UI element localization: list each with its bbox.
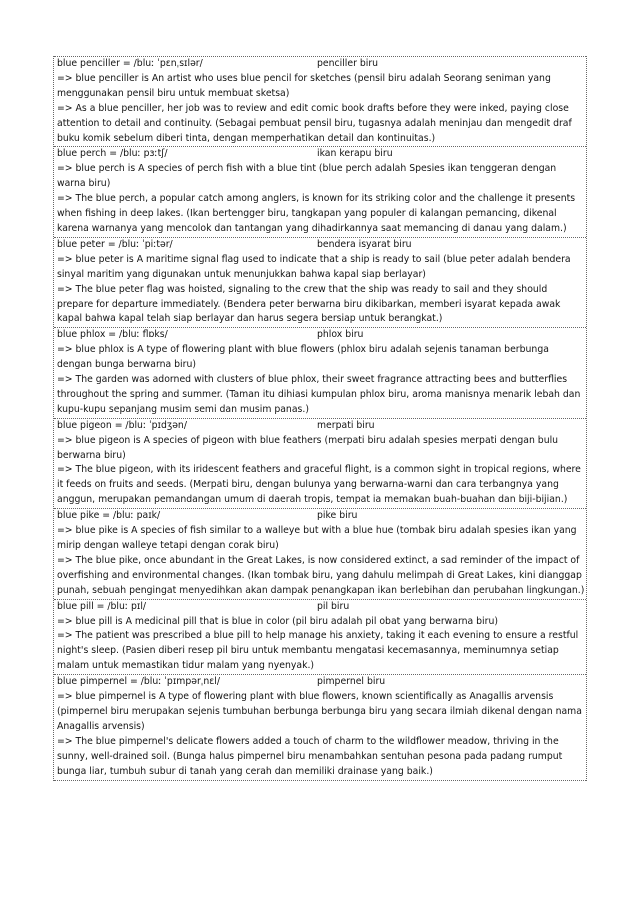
entry-translation: ikan kerapu biru xyxy=(317,148,393,160)
entry-translation: pimpernel biru xyxy=(317,676,386,688)
entry-example: => The garden was adorned with clusters of blue phlox, their sweet fragrance attracting bees and butterflies throughout the spring and summer. (Taman itu dihiasi kumpulan phlox biru, aroma manisnya menarik lebah dan kupu-kupu sepanjang musim semi dan musim panas.) xyxy=(57,374,581,415)
entry-term: blue pike = /bluː paɪk/ xyxy=(57,510,161,522)
entry-term: blue pill = /bluː pɪl/ xyxy=(57,600,147,612)
entry-header xyxy=(57,675,585,690)
entry-header xyxy=(57,328,585,343)
entry-definition: => blue pigeon is A species of pigeon with blue feathers (merpati biru adalah spesies merpati dengan bulu berwarna biru) xyxy=(57,434,559,461)
entry-example: => The patient was prescribed a blue pill to help manage his anxiety, taking it each evening to ensure a restful night's sleep. (Pasien diberi resep pil biru untuk membantu mengatasi kecemasannya, meminumnya setiap malam untuk memastikan tidur malam yang nyenyak.) xyxy=(57,630,579,672)
entry-header xyxy=(57,147,585,162)
entry-translation: phlox biru xyxy=(317,329,364,341)
entry-header xyxy=(57,419,585,434)
entry-header xyxy=(57,238,585,253)
entry-definition: => blue perch is A species of perch fish with a blue tint (blue perch adalah Spesies ikan tenggeran dengan warna biru) xyxy=(57,163,557,190)
entry-translation: penciller biru xyxy=(317,58,379,69)
entry-translation: pike biru xyxy=(317,510,358,522)
entry-blue-penciller xyxy=(54,56,586,146)
entry-term: blue perch = /bluː pɜːtʃ/ xyxy=(57,148,168,160)
entry-term: blue phlox = /bluː flɒks/ xyxy=(57,329,168,341)
entry-example: => The blue pike, once abundant in the Great Lakes, is now considered extinct, a sad reminder of the impact of overfishing and environmental changes. (Ikan tombak biru, yang dahulu melimpah di Great Lakes, kini dianggap punah, sebuah pengingat menyedihkan akan dampak penangkapan ikan berlebihan dan perubahan lingkungan.) xyxy=(57,554,585,596)
entry-definition: => blue penciller is An artist who uses blue pencil for sketches (pensil biru adalah Seorang seniman yang menggunakan pensil biru untuk membuat sketsa) xyxy=(57,72,551,99)
entry-header xyxy=(57,509,585,524)
entry-definition: => blue pike is A species of fish similar to a walleye but with a blue hue (tombak biru adalah spesies ikan yang mirip dengan walleye tetapi dengan corak biru) xyxy=(57,525,577,551)
entry-example: => The blue perch, a popular catch among anglers, is known for its striking color and the challenge it presents when fishing in deep lakes. (Ikan bertengger biru, tangkapan yang populer di kalangan pemancing, dikenal karena warnanya yang mencolok dan tantangan yang dihadirkannya saat memancing di danau yang dalam.) xyxy=(57,193,576,234)
entry-example: => As a blue penciller, her job was to review and edit comic book drafts before they were inked, paying close attention to detail and continuity. (Sebagai pembuat pensil biru, tugasnya adalah meninjau dan mengedit draf buku komik sebelum diberi tinta, dengan memperhatikan detail dan kontinuitas.) xyxy=(57,102,572,144)
entry-header xyxy=(57,600,585,615)
entry-blue-pike xyxy=(54,508,586,598)
entry-definition: => blue pill is A medicinal pill that is blue in color (pil biru adalah pil obat yang berwarna biru) xyxy=(57,615,498,627)
entry-term: blue pigeon = /bluː ˈpɪdʒən/ xyxy=(57,419,187,431)
entry-term: blue pimpernel = /bluː ˈpɪmpərˌnɛl/ xyxy=(57,676,220,688)
entry-definition: => blue phlox is A type of flowering plant with blue flowers (phlox biru adalah sejenis tanaman berbunga dengan bunga berwarna biru) xyxy=(57,344,549,371)
entry-term: blue penciller = /bluː ˈpɛnˌsɪlər/ xyxy=(57,58,203,69)
entry-blue-perch xyxy=(54,146,586,236)
entry-blue-pigeon xyxy=(54,418,586,508)
entry-definition: => blue pimpernel is A type of flowering plant with blue flowers, known scientifically as Anagallis arvensis (pimpernel biru merupakan sejenis tumbuhan berbunga berbunga biru yang secara ilmiah dikenal dengan nama Anagallis arvensis) xyxy=(57,691,582,732)
entry-blue-peter xyxy=(54,237,586,327)
entry-blue-pill xyxy=(54,599,586,675)
entry-blue-phlox xyxy=(54,327,586,417)
entry-translation: merpati biru xyxy=(317,419,375,431)
entry-blue-pimpernel xyxy=(54,674,586,780)
entry-translation: pil biru xyxy=(317,600,350,612)
entry-example: => The blue pimpernel's delicate flowers added a touch of charm to the wildflower meadow, thriving in the sunny, well-drained soil. (Bunga halus pimpernel biru menambahkan sentuhan pesona pada padang rumput bunga liar, tumbuh subur di tanah yang cerah dan memiliki drainase yang baik.) xyxy=(57,735,563,777)
word-list xyxy=(53,56,587,781)
entry-translation: bendera isyarat biru xyxy=(317,238,412,250)
entry-definition: => blue peter is A maritime signal flag used to indicate that a ship is ready to sail (blue peter adalah bendera sinyal maritim yang digunakan untuk menunjukkan bahwa kapal siap berlayar) xyxy=(57,253,571,280)
entry-header xyxy=(57,57,585,72)
entry-term: blue peter = /bluː ˈpiːtər/ xyxy=(57,238,173,250)
entry-example: => The blue pigeon, with its iridescent feathers and graceful flight, is a common sight in tropical regions, where it feeds on fruits and seeds. (Merpati biru, dengan bulunya yang berwarna-warni dan cara terbangnya yang anggun, merupakan pemandangan umum di daerah tropis, tempat ia memakan buah-buahan dan biji-bijian.) xyxy=(57,464,581,506)
entry-example: => The blue peter flag was hoisted, signaling to the crew that the ship was ready to sail and they should prepare for departure immediately. (Bendera peter berwarna biru dikibarkan, memberi isyarat kepada awak kapal bahwa kapal telah siap berlayar dan harus segera bersiap untuk berangkat.) xyxy=(57,283,561,325)
